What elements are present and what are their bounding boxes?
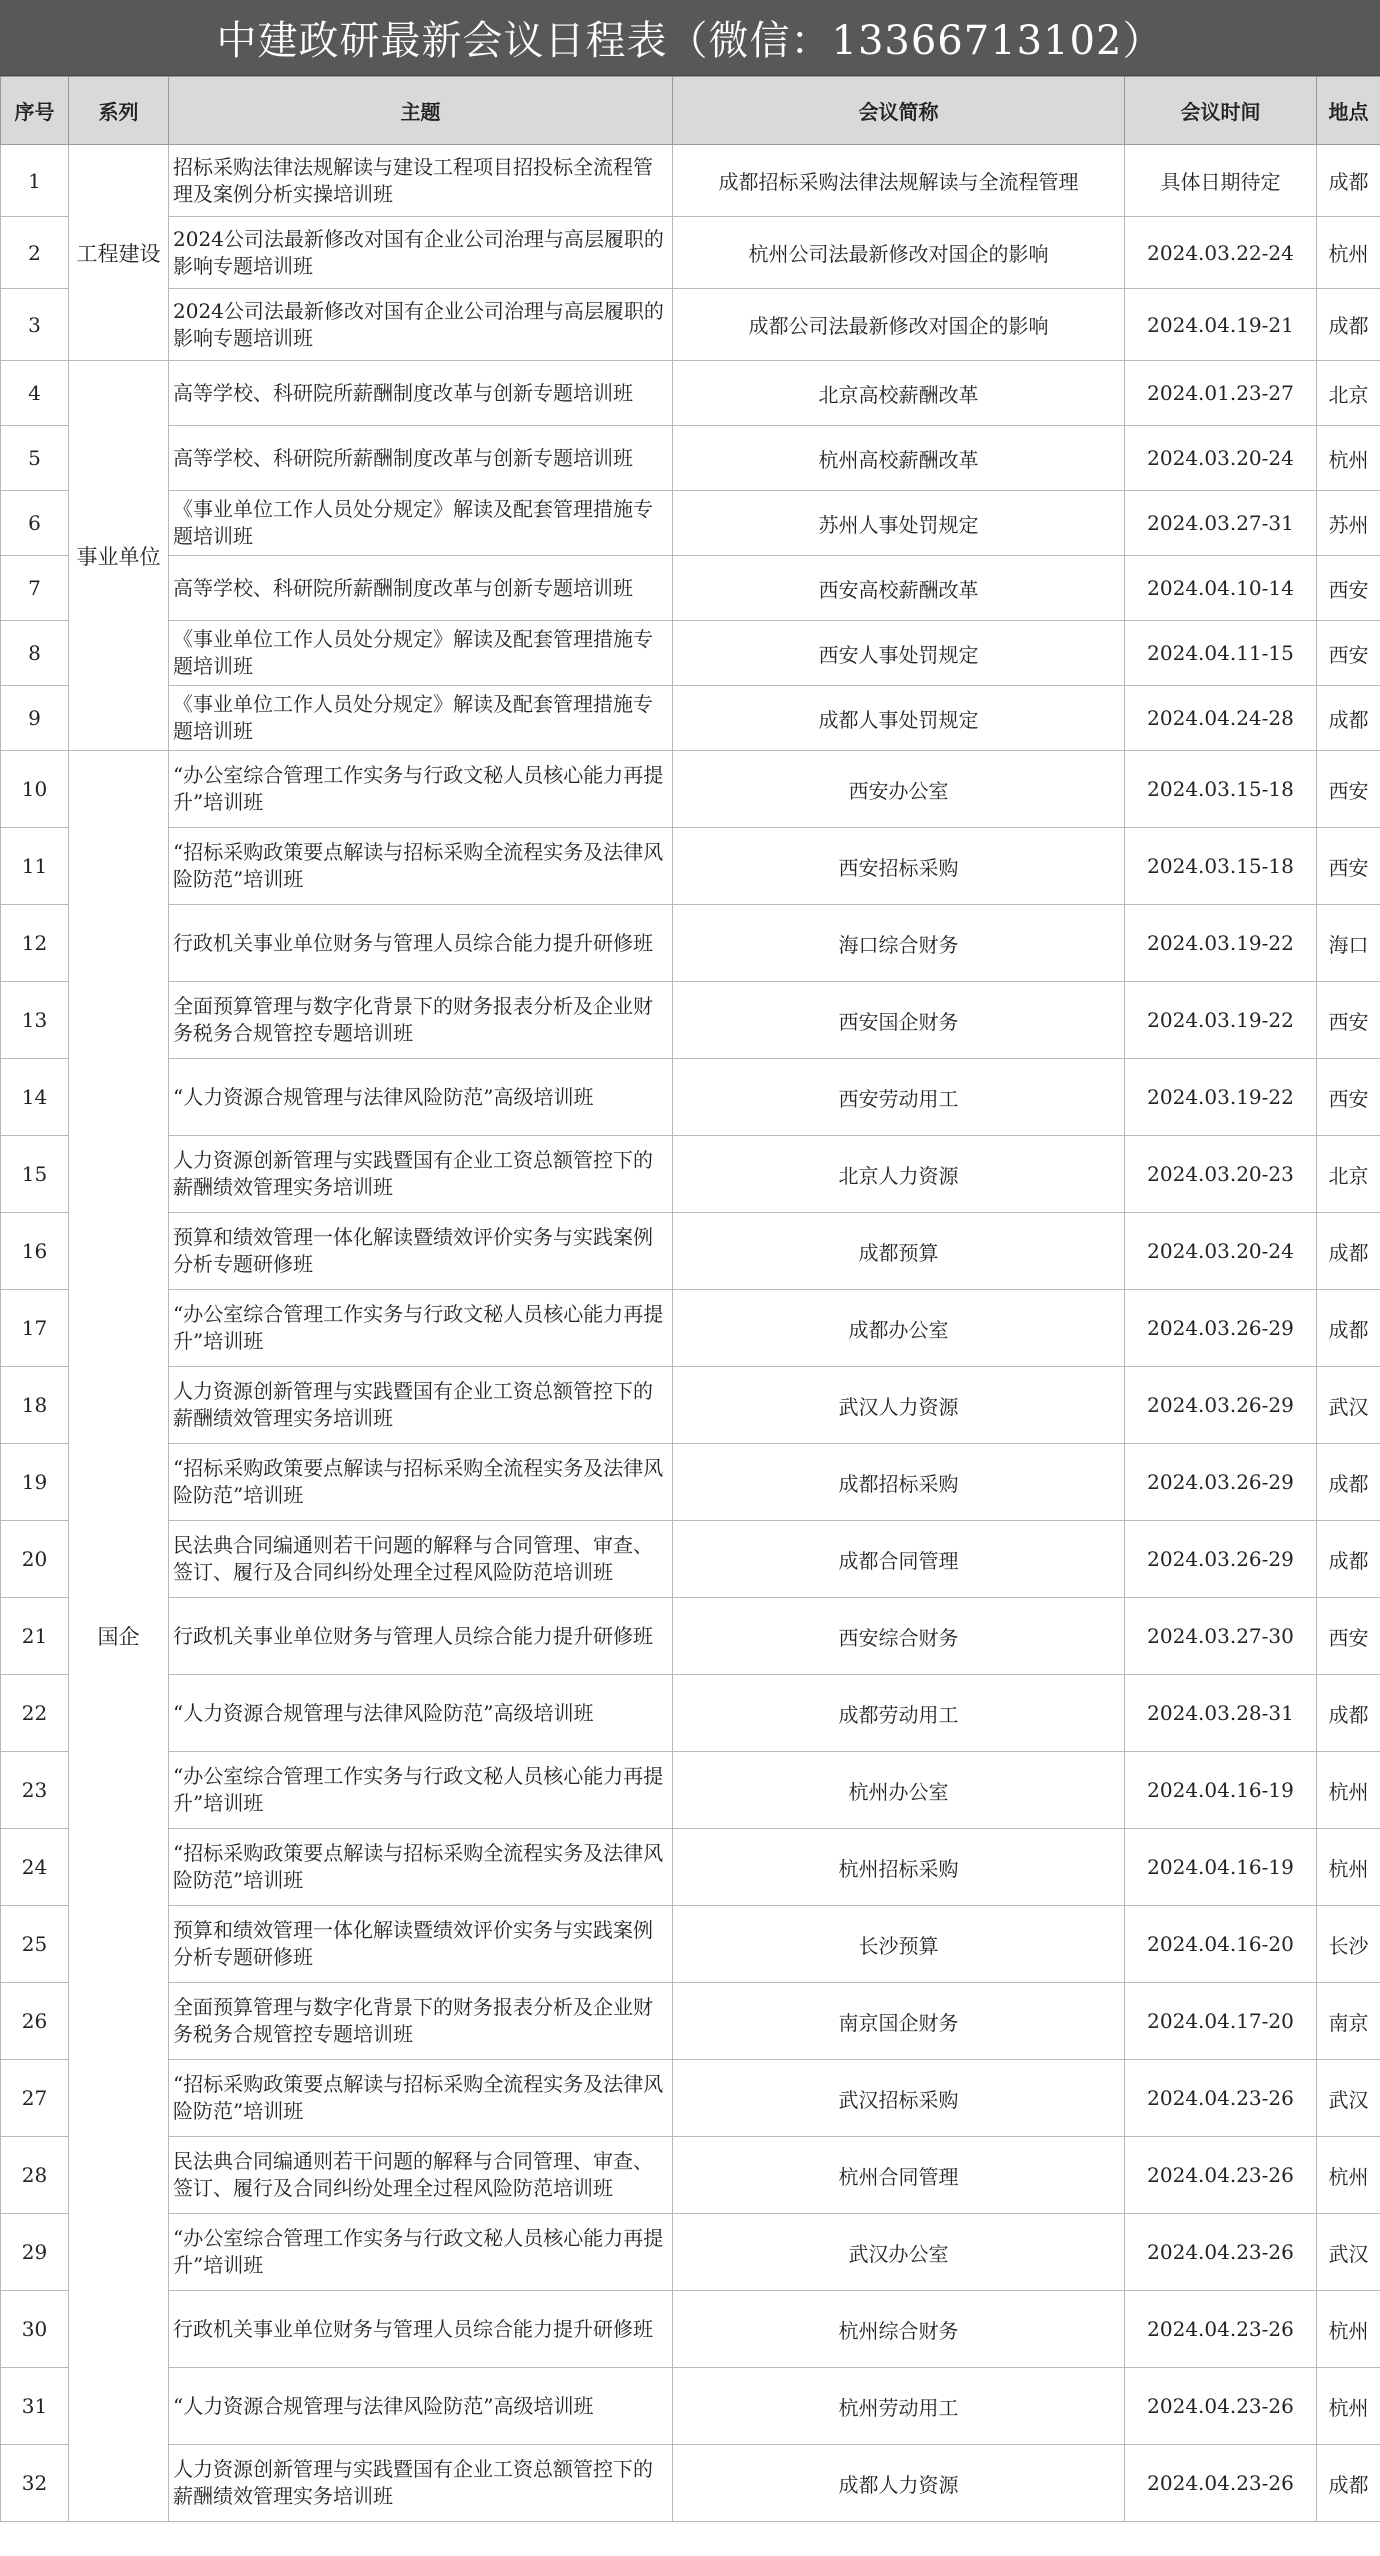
topic-cell: “办公室综合管理工作实务与行政文秘人员核心能力再提升”培训班 xyxy=(169,751,673,828)
meeting-abbr-cell: 西安高校薪酬改革 xyxy=(673,556,1125,621)
meeting-time-cell: 2024.04.23-26 xyxy=(1125,2214,1317,2291)
topic-cell: 2024公司法最新修改对国有企业公司治理与高层履职的影响专题培训班 xyxy=(169,217,673,289)
meeting-abbr-cell: 南京国企财务 xyxy=(673,1983,1125,2060)
meeting-time-cell: 2024.03.26-29 xyxy=(1125,1521,1317,1598)
table-row xyxy=(1,1675,1380,1752)
location-cell: 杭州 xyxy=(1317,1829,1380,1906)
meeting-abbr-cell: 长沙预算 xyxy=(673,1906,1125,1983)
table-row xyxy=(1,2137,1380,2214)
topic-cell: 招标采购法律法规解读与建设工程项目招投标全流程管理及案例分析实操培训班 xyxy=(169,145,673,217)
meeting-abbr-cell: 杭州高校薪酬改革 xyxy=(673,426,1125,491)
location-cell: 成都 xyxy=(1317,1521,1380,1598)
row-number: 30 xyxy=(1,2291,69,2368)
meeting-time-cell: 2024.03.27-30 xyxy=(1125,1598,1317,1675)
meeting-time-cell: 2024.04.16-20 xyxy=(1125,1906,1317,1983)
topic-cell: “招标采购政策要点解读与招标采购全流程实务及法律风险防范”培训班 xyxy=(169,1829,673,1906)
row-number: 3 xyxy=(1,289,69,361)
location-cell: 杭州 xyxy=(1317,1752,1380,1829)
topic-cell: “人力资源合规管理与法律风险防范”高级培训班 xyxy=(169,2368,673,2445)
row-number: 26 xyxy=(1,1983,69,2060)
topic-cell: 全面预算管理与数字化背景下的财务报表分析及企业财务税务合规管控专题培训班 xyxy=(169,1983,673,2060)
meeting-time-cell: 2024.04.24-28 xyxy=(1125,686,1317,751)
row-number: 15 xyxy=(1,1136,69,1213)
table-row xyxy=(1,361,1380,426)
meeting-abbr-cell: 西安招标采购 xyxy=(673,828,1125,905)
topic-cell: 《事业单位工作人员处分规定》解读及配套管理措施专题培训班 xyxy=(169,491,673,556)
row-number: 24 xyxy=(1,1829,69,1906)
row-number: 2 xyxy=(1,217,69,289)
meeting-time-cell: 2024.04.23-26 xyxy=(1125,2291,1317,2368)
table-row xyxy=(1,905,1380,982)
meeting-time-cell: 2024.03.20-23 xyxy=(1125,1136,1317,1213)
row-number: 21 xyxy=(1,1598,69,1675)
topic-cell: 人力资源创新管理与实践暨国有企业工资总额管控下的薪酬绩效管理实务培训班 xyxy=(169,1136,673,1213)
location-cell: 北京 xyxy=(1317,1136,1380,1213)
meeting-time-cell: 2024.03.28-31 xyxy=(1125,1675,1317,1752)
location-cell: 杭州 xyxy=(1317,2137,1380,2214)
meeting-time-cell: 具体日期待定 xyxy=(1125,145,1317,217)
table-row xyxy=(1,2060,1380,2137)
row-number: 5 xyxy=(1,426,69,491)
meeting-time-cell: 2024.04.10-14 xyxy=(1125,556,1317,621)
header-row xyxy=(1,77,1380,145)
header-place: 地点 xyxy=(1317,77,1380,145)
topic-cell: 《事业单位工作人员处分规定》解读及配套管理措施专题培训班 xyxy=(169,686,673,751)
topic-cell: 行政机关事业单位财务与管理人员综合能力提升研修班 xyxy=(169,905,673,982)
row-number: 20 xyxy=(1,1521,69,1598)
meeting-time-cell: 2024.04.23-26 xyxy=(1125,2445,1317,2522)
topic-cell: “招标采购政策要点解读与招标采购全流程实务及法律风险防范”培训班 xyxy=(169,828,673,905)
meeting-abbr-cell: 成都办公室 xyxy=(673,1290,1125,1367)
header-topic: 主题 xyxy=(169,77,673,145)
meeting-abbr-cell: 西安综合财务 xyxy=(673,1598,1125,1675)
series-cell: 国企 xyxy=(69,751,169,2522)
meeting-abbr-cell: 成都劳动用工 xyxy=(673,1675,1125,1752)
location-cell: 杭州 xyxy=(1317,217,1380,289)
meeting-time-cell: 2024.03.26-29 xyxy=(1125,1290,1317,1367)
row-number: 9 xyxy=(1,686,69,751)
location-cell: 西安 xyxy=(1317,556,1380,621)
location-cell: 杭州 xyxy=(1317,2291,1380,2368)
topic-cell: “办公室综合管理工作实务与行政文秘人员核心能力再提升”培训班 xyxy=(169,2214,673,2291)
series-cell: 工程建设 xyxy=(69,145,169,361)
row-number: 22 xyxy=(1,1675,69,1752)
table-row xyxy=(1,491,1380,556)
meeting-abbr-cell: 西安劳动用工 xyxy=(673,1059,1125,1136)
table-row xyxy=(1,2368,1380,2445)
meeting-abbr-cell: 成都合同管理 xyxy=(673,1521,1125,1598)
meeting-abbr-cell: 北京人力资源 xyxy=(673,1136,1125,1213)
topic-cell: 高等学校、科研院所薪酬制度改革与创新专题培训班 xyxy=(169,426,673,491)
table-row xyxy=(1,1598,1380,1675)
meeting-abbr-cell: 西安人事处罚规定 xyxy=(673,621,1125,686)
location-cell: 西安 xyxy=(1317,982,1380,1059)
meeting-abbr-cell: 西安办公室 xyxy=(673,751,1125,828)
header-time: 会议时间 xyxy=(1125,77,1317,145)
topic-cell: 人力资源创新管理与实践暨国有企业工资总额管控下的薪酬绩效管理实务培训班 xyxy=(169,2445,673,2522)
location-cell: 武汉 xyxy=(1317,2214,1380,2291)
table-row xyxy=(1,1752,1380,1829)
row-number: 16 xyxy=(1,1213,69,1290)
meeting-abbr-cell: 杭州综合财务 xyxy=(673,2291,1125,2368)
location-cell: 武汉 xyxy=(1317,2060,1380,2137)
table-row xyxy=(1,426,1380,491)
meeting-abbr-cell: 武汉办公室 xyxy=(673,2214,1125,2291)
row-number: 29 xyxy=(1,2214,69,2291)
meeting-abbr-cell: 海口综合财务 xyxy=(673,905,1125,982)
meeting-abbr-cell: 武汉人力资源 xyxy=(673,1367,1125,1444)
location-cell: 武汉 xyxy=(1317,1367,1380,1444)
meeting-time-cell: 2024.04.19-21 xyxy=(1125,289,1317,361)
table-row xyxy=(1,145,1380,217)
meeting-abbr-cell: 成都招标采购 xyxy=(673,1444,1125,1521)
table-row xyxy=(1,289,1380,361)
location-cell: 苏州 xyxy=(1317,491,1380,556)
topic-cell: “人力资源合规管理与法律风险防范”高级培训班 xyxy=(169,1675,673,1752)
location-cell: 成都 xyxy=(1317,2445,1380,2522)
meeting-time-cell: 2024.04.23-26 xyxy=(1125,2137,1317,2214)
location-cell: 杭州 xyxy=(1317,2368,1380,2445)
table-row xyxy=(1,1367,1380,1444)
meeting-abbr-cell: 杭州招标采购 xyxy=(673,1829,1125,1906)
meeting-time-cell: 2024.01.23-27 xyxy=(1125,361,1317,426)
table-row xyxy=(1,828,1380,905)
header-series: 系列 xyxy=(69,77,169,145)
table-row xyxy=(1,2214,1380,2291)
meeting-time-cell: 2024.04.11-15 xyxy=(1125,621,1317,686)
location-cell: 西安 xyxy=(1317,828,1380,905)
row-number: 4 xyxy=(1,361,69,426)
table-row xyxy=(1,1136,1380,1213)
topic-cell: “办公室综合管理工作实务与行政文秘人员核心能力再提升”培训班 xyxy=(169,1290,673,1367)
row-number: 17 xyxy=(1,1290,69,1367)
location-cell: 成都 xyxy=(1317,1213,1380,1290)
meeting-time-cell: 2024.03.15-18 xyxy=(1125,751,1317,828)
table-row xyxy=(1,1290,1380,1367)
meeting-abbr-cell: 杭州合同管理 xyxy=(673,2137,1125,2214)
meeting-abbr-cell: 北京高校薪酬改革 xyxy=(673,361,1125,426)
row-number: 10 xyxy=(1,751,69,828)
topic-cell: 行政机关事业单位财务与管理人员综合能力提升研修班 xyxy=(169,2291,673,2368)
meeting-time-cell: 2024.03.15-18 xyxy=(1125,828,1317,905)
meeting-abbr-cell: 杭州办公室 xyxy=(673,1752,1125,1829)
topic-cell: 全面预算管理与数字化背景下的财务报表分析及企业财务税务合规管控专题培训班 xyxy=(169,982,673,1059)
location-cell: 成都 xyxy=(1317,1444,1380,1521)
meeting-abbr-cell: 成都招标采购法律法规解读与全流程管理 xyxy=(673,145,1125,217)
location-cell: 北京 xyxy=(1317,361,1380,426)
meeting-time-cell: 2024.03.26-29 xyxy=(1125,1444,1317,1521)
row-number: 13 xyxy=(1,982,69,1059)
topic-cell: 民法典合同编通则若干问题的解释与合同管理、审查、签订、履行及合同纠纷处理全过程风险防范培训班 xyxy=(169,2137,673,2214)
row-number: 12 xyxy=(1,905,69,982)
location-cell: 成都 xyxy=(1317,1290,1380,1367)
meeting-abbr-cell: 武汉招标采购 xyxy=(673,2060,1125,2137)
row-number: 32 xyxy=(1,2445,69,2522)
meeting-time-cell: 2024.04.23-26 xyxy=(1125,2060,1317,2137)
row-number: 14 xyxy=(1,1059,69,1136)
schedule-table xyxy=(0,76,1380,2522)
topic-cell: “办公室综合管理工作实务与行政文秘人员核心能力再提升”培训班 xyxy=(169,1752,673,1829)
location-cell: 海口 xyxy=(1317,905,1380,982)
header-abbr: 会议简称 xyxy=(673,77,1125,145)
location-cell: 西安 xyxy=(1317,1598,1380,1675)
row-number: 23 xyxy=(1,1752,69,1829)
row-number: 27 xyxy=(1,2060,69,2137)
meeting-time-cell: 2024.03.19-22 xyxy=(1125,905,1317,982)
table-row xyxy=(1,621,1380,686)
topic-cell: 民法典合同编通则若干问题的解释与合同管理、审查、签订、履行及合同纠纷处理全过程风险防范培训班 xyxy=(169,1521,673,1598)
meeting-time-cell: 2024.04.23-26 xyxy=(1125,2368,1317,2445)
meeting-time-cell: 2024.04.17-20 xyxy=(1125,1983,1317,2060)
topic-cell: 《事业单位工作人员处分规定》解读及配套管理措施专题培训班 xyxy=(169,621,673,686)
meeting-abbr-cell: 杭州公司法最新修改对国企的影响 xyxy=(673,217,1125,289)
location-cell: 长沙 xyxy=(1317,1906,1380,1983)
table-row xyxy=(1,1059,1380,1136)
row-number: 31 xyxy=(1,2368,69,2445)
meeting-time-cell: 2024.03.22-24 xyxy=(1125,217,1317,289)
meeting-time-cell: 2024.03.19-22 xyxy=(1125,1059,1317,1136)
table-row xyxy=(1,1521,1380,1598)
table-row xyxy=(1,2291,1380,2368)
location-cell: 南京 xyxy=(1317,1983,1380,2060)
meeting-abbr-cell: 西安国企财务 xyxy=(673,982,1125,1059)
topic-cell: 人力资源创新管理与实践暨国有企业工资总额管控下的薪酬绩效管理实务培训班 xyxy=(169,1367,673,1444)
table-row xyxy=(1,1829,1380,1906)
meeting-time-cell: 2024.03.26-29 xyxy=(1125,1367,1317,1444)
row-number: 1 xyxy=(1,145,69,217)
table-row xyxy=(1,1983,1380,2060)
row-number: 28 xyxy=(1,2137,69,2214)
table-row xyxy=(1,2445,1380,2522)
table-row xyxy=(1,217,1380,289)
meeting-abbr-cell: 杭州劳动用工 xyxy=(673,2368,1125,2445)
row-number: 7 xyxy=(1,556,69,621)
location-cell: 成都 xyxy=(1317,686,1380,751)
topic-cell: 预算和绩效管理一体化解读暨绩效评价实务与实践案例分析专题研修班 xyxy=(169,1213,673,1290)
location-cell: 西安 xyxy=(1317,1059,1380,1136)
table-row xyxy=(1,1444,1380,1521)
meeting-time-cell: 2024.04.16-19 xyxy=(1125,1752,1317,1829)
page-title: 中建政研最新会议日程表（微信：13366713102） xyxy=(0,0,1380,76)
location-cell: 杭州 xyxy=(1317,426,1380,491)
table-row xyxy=(1,1906,1380,1983)
topic-cell: “人力资源合规管理与法律风险防范”高级培训班 xyxy=(169,1059,673,1136)
topic-cell: 高等学校、科研院所薪酬制度改革与创新专题培训班 xyxy=(169,361,673,426)
meeting-time-cell: 2024.03.20-24 xyxy=(1125,1213,1317,1290)
meeting-time-cell: 2024.03.20-24 xyxy=(1125,426,1317,491)
table-row xyxy=(1,1213,1380,1290)
meeting-abbr-cell: 成都人事处罚规定 xyxy=(673,686,1125,751)
location-cell: 西安 xyxy=(1317,621,1380,686)
meeting-abbr-cell: 成都人力资源 xyxy=(673,2445,1125,2522)
table-row xyxy=(1,686,1380,751)
table-row xyxy=(1,982,1380,1059)
topic-cell: 行政机关事业单位财务与管理人员综合能力提升研修班 xyxy=(169,1598,673,1675)
series-cell: 事业单位 xyxy=(69,361,169,751)
location-cell: 成都 xyxy=(1317,145,1380,217)
topic-cell: 高等学校、科研院所薪酬制度改革与创新专题培训班 xyxy=(169,556,673,621)
topic-cell: 2024公司法最新修改对国有企业公司治理与高层履职的影响专题培训班 xyxy=(169,289,673,361)
topic-cell: “招标采购政策要点解读与招标采购全流程实务及法律风险防范”培训班 xyxy=(169,2060,673,2137)
table-row xyxy=(1,751,1380,828)
row-number: 18 xyxy=(1,1367,69,1444)
meeting-time-cell: 2024.03.27-31 xyxy=(1125,491,1317,556)
location-cell: 成都 xyxy=(1317,1675,1380,1752)
meeting-time-cell: 2024.03.19-22 xyxy=(1125,982,1317,1059)
location-cell: 成都 xyxy=(1317,289,1380,361)
table-row xyxy=(1,556,1380,621)
row-number: 19 xyxy=(1,1444,69,1521)
row-number: 8 xyxy=(1,621,69,686)
meeting-time-cell: 2024.04.16-19 xyxy=(1125,1829,1317,1906)
row-number: 11 xyxy=(1,828,69,905)
meeting-abbr-cell: 苏州人事处罚规定 xyxy=(673,491,1125,556)
header-no: 序号 xyxy=(1,77,69,145)
topic-cell: “招标采购政策要点解读与招标采购全流程实务及法律风险防范”培训班 xyxy=(169,1444,673,1521)
meeting-abbr-cell: 成都公司法最新修改对国企的影响 xyxy=(673,289,1125,361)
meeting-abbr-cell: 成都预算 xyxy=(673,1213,1125,1290)
topic-cell: 预算和绩效管理一体化解读暨绩效评价实务与实践案例分析专题研修班 xyxy=(169,1906,673,1983)
row-number: 6 xyxy=(1,491,69,556)
location-cell: 西安 xyxy=(1317,751,1380,828)
row-number: 25 xyxy=(1,1906,69,1983)
